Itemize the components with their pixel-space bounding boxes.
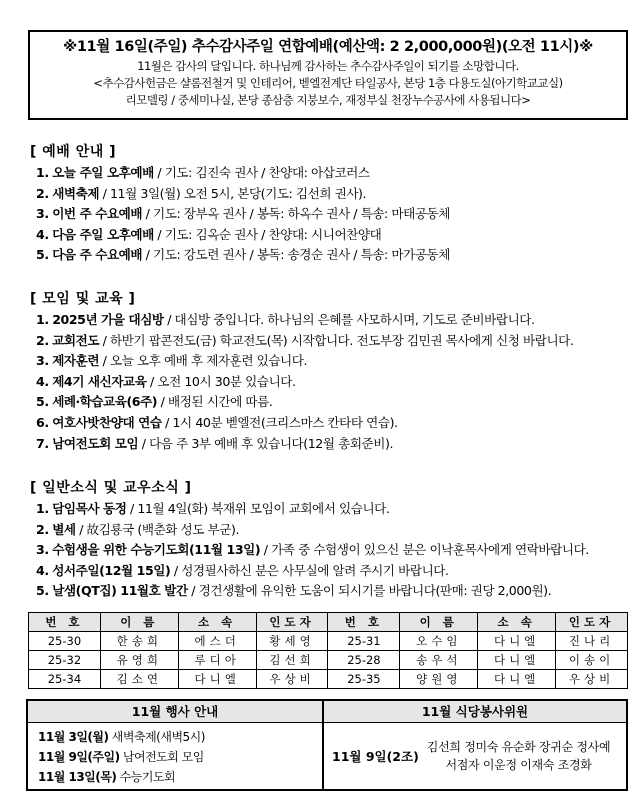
list-item: 4. 제4기 새신자교육 / 오전 10시 30분 있습니다. — [36, 373, 296, 389]
event-item: 11월 3일(월) 새벽축제(새벽5시) — [38, 730, 205, 744]
worship-section-heading: [ 예배 안내 ] — [30, 144, 117, 160]
volunteers-date-label: 11월 9일(2조) — [332, 749, 419, 764]
notice-line: 리모델링 / 중세미나실, 본당 종삼층 지붕보수, 재정부실 천장누수공사에 사용됩니다> — [125, 93, 531, 107]
volunteers-body — [324, 723, 626, 789]
list-item: 3. 이번 주 수요예배 / 기도: 장부옥 권사 / 봉독: 하옥수 권사 / 특송: 마태공동체 — [36, 206, 450, 222]
events-panel — [28, 701, 324, 789]
column-header: 소 속 — [178, 613, 256, 632]
table-row — [29, 670, 628, 689]
list-item: 3. 수험생을 위한 수능기도회(11월 13일) / 가족 중 수험생이 있으신 분은 이낙훈목사에게 연락바랍니다. — [36, 542, 589, 558]
news-section-heading: [ 일반소식 및 교우소식 ] — [30, 480, 192, 496]
bottom-info-box — [26, 699, 628, 791]
meetings-section-heading: [ 모임 및 교육 ] — [30, 291, 136, 307]
event-item: 11월 9일(주일) 남여전도회 모임 — [38, 750, 204, 764]
table-cell: 다니엘 — [478, 632, 556, 651]
table-cell: 진나리 — [556, 632, 628, 651]
list-item: 2. 교회전도 / 하반기 팝콘전도(금) 학교전도(목) 시작합니다. 전도부장 김민권 목사에게 신청 바랍니다. — [36, 332, 574, 348]
table-cell: 25-31 — [328, 632, 400, 651]
list-item: 2. 별세 / 故김룡국 (백춘화 성도 부군). — [36, 521, 239, 537]
list-item: 5. 세례‧학습교육(6주) / 배정된 시간에 따름. — [36, 394, 273, 410]
meetings-list — [36, 310, 626, 454]
table-cell: 황세영 — [256, 632, 328, 651]
list-item: 1. 오늘 주일 오후예배 / 기도: 김진숙 권사 / 찬양대: 아삽코러스 — [36, 165, 370, 180]
column-header: 이 름 — [100, 613, 178, 632]
table-row — [29, 651, 628, 670]
table-cell: 루디아 — [178, 651, 256, 670]
column-header: 번 호 — [29, 613, 101, 632]
list-item: 5. 날샘(QT집) 11월호 발간 / 경건생활에 유익한 도움이 되시기를 바랍니다(판매: 권당 2,000원). — [36, 583, 552, 599]
table-cell: 25-30 — [29, 632, 101, 651]
notice-line: 11월은 감사의 달입니다. 하나님께 감사하는 추수감사주일이 되기를 소망합니다. — [137, 59, 519, 73]
table-cell: 다니엘 — [178, 670, 256, 689]
list-item: 7. 남여전도회 모임 / 다음 주 3부 예배 후 있습니다(12월 총회준비). — [36, 435, 394, 451]
table-cell: 다니엘 — [478, 651, 556, 670]
table-header-row — [29, 613, 628, 632]
table-cell: 김소연 — [100, 670, 178, 689]
table-cell: 유영희 — [100, 651, 178, 670]
volunteer-names: 김선희 정미숙 유순화 장귀순 정사예 서점자 이운정 이재숙 조경화 — [426, 740, 611, 772]
list-item: 6. 여호사밧찬양대 연습 / 1시 40분 벧엘전(크리스마스 칸타타 연습). — [36, 414, 398, 430]
column-header: 인도자 — [556, 613, 628, 632]
table-cell: 25-35 — [328, 670, 400, 689]
column-header: 번 호 — [328, 613, 400, 632]
table-cell: 한송희 — [100, 632, 178, 651]
list-item: 4. 다음 주일 오후예배 / 기도: 김옥순 권사 / 찬양대: 시니어찬양대 — [36, 226, 382, 242]
table-row — [29, 632, 628, 651]
table-cell: 이송이 — [556, 651, 628, 670]
volunteers-heading: 11월 식당봉사위원 — [324, 701, 626, 723]
notice-title: ※11월 16일(주일) 추수감사주일 연합예배(예산액: 2 2,000,000원)(오전 11시)※ — [63, 39, 593, 55]
table-cell: 김선희 — [256, 651, 328, 670]
table-cell: 25-28 — [328, 651, 400, 670]
volunteers-panel — [324, 701, 626, 789]
table-cell: 에스더 — [178, 632, 256, 651]
list-item: 4. 성서주일(12월 15일) / 성경필사하신 분은 사무실에 알려 주시기 바랍니다. — [36, 562, 449, 578]
table-cell: 우상비 — [556, 670, 628, 689]
worship-list — [36, 163, 626, 266]
list-item: 3. 제자훈련 / 오늘 오후 예배 후 제자훈련 있습니다. — [36, 353, 308, 369]
list-item: 1. 담임목사 동정 / 11월 4일(화) 북재위 모임이 교회에서 있습니다. — [36, 501, 390, 516]
table-cell: 양원영 — [400, 670, 478, 689]
notice-line: <추수감사헌금은 샬롬전철거 및 인테리어, 벧엘전계단 타일공사, 본당 1층 다용도실(아기학교교실) — [93, 76, 563, 90]
events-list — [28, 723, 322, 787]
list-item: 1. 2025년 가을 대심방 / 대심방 중입니다. 하나님의 은혜를 사모하시며, 기도로 준비바랍니다. — [36, 312, 535, 327]
table-cell: 다니엘 — [478, 670, 556, 689]
offering-notice-box — [28, 30, 628, 120]
table-cell: 25-34 — [29, 670, 101, 689]
list-item: 2. 새벽축제 / 11월 3일(월) 오전 5시, 본당(기도: 김선희 권사). — [36, 185, 367, 201]
column-header: 이 름 — [400, 613, 478, 632]
table-cell: 25-32 — [29, 651, 101, 670]
table-cell: 송우석 — [400, 651, 478, 670]
column-header: 인도자 — [256, 613, 328, 632]
events-heading: 11월 행사 안내 — [28, 701, 322, 723]
news-list — [36, 499, 626, 602]
column-header: 소 속 — [478, 613, 556, 632]
assignment-table — [28, 612, 628, 689]
event-item: 11월 13일(목) 수능기도회 — [38, 770, 176, 784]
table-cell: 우상비 — [256, 670, 328, 689]
list-item: 5. 다음 주 수요예배 / 기도: 강도련 권사 / 봉독: 송경순 권사 / 특송: 마가공동체 — [36, 247, 450, 263]
table-cell: 오수임 — [400, 632, 478, 651]
